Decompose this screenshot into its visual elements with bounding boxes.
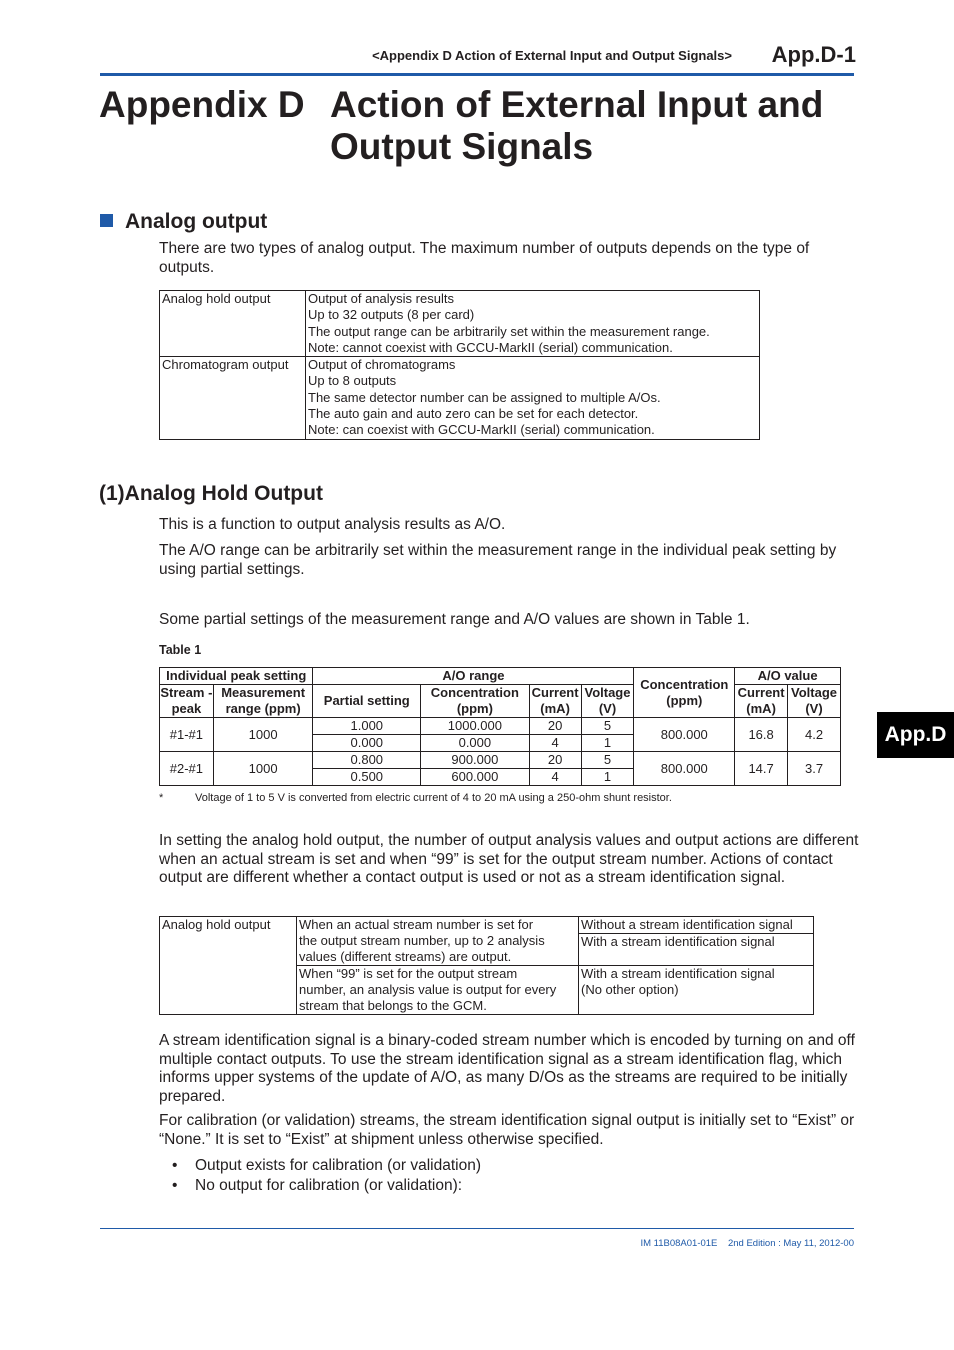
description-line: Up to 32 outputs (8 per card) — [308, 307, 475, 323]
running-header: <Appendix D Action of External Input and Output Signals> — [372, 48, 732, 63]
paragraph: The A/O range can be arbitrarily set within the measurement range in the individual peak setting by using partial settings. — [159, 542, 837, 578]
square-bullet-icon — [100, 214, 113, 227]
analog-output-types-table — [159, 290, 760, 440]
table-row — [160, 718, 841, 735]
description-line: Note: can coexist with GCCU-MarkII (serial) communication. — [308, 422, 655, 438]
range-cell: 1000 — [213, 752, 313, 786]
case-line: values (different streams) are output. — [299, 949, 512, 964]
ao-current-cell: 14.7 — [735, 752, 788, 786]
column-header: Concentration (ppm) — [421, 685, 530, 718]
section-heading-analog-output — [100, 210, 267, 234]
appendix-label: Appendix D — [99, 84, 305, 125]
section-heading-analog-hold-output: (1)Analog Hold Output — [99, 482, 323, 505]
partial-cell: 0.000 — [313, 735, 421, 752]
page-title-line-2: Output Signals — [330, 126, 594, 167]
page-number: App.D-1 — [771, 42, 856, 67]
column-group-header: A/O range — [313, 668, 634, 685]
table-header-row — [160, 668, 841, 685]
partial-cell: 0.800 — [313, 752, 421, 769]
footnote: Voltage of 1 to 5 V is converted from electric current of 4 to 20 mA using a 250-ohm shunt resistor. — [195, 792, 672, 804]
range-cell: 1000 — [213, 718, 313, 752]
list-item-text: Output exists for calibration (or validation) — [195, 1157, 482, 1174]
current-cell: 20 — [529, 718, 581, 735]
column-header: Stream - peak — [160, 685, 213, 716]
column-header: Measurement range (ppm) — [213, 685, 313, 718]
footer-edition: 2nd Edition : May 11, 2012-00 — [727, 1238, 854, 1249]
list-item — [159, 1176, 481, 1196]
conc-cell: 1000.000 — [421, 718, 530, 735]
output-description-cell — [306, 291, 760, 357]
column-header: Current (mA) — [529, 685, 581, 718]
column-header: Voltage (V) — [788, 685, 841, 718]
case-line: number, an analysis value is output for every — [299, 982, 557, 997]
header-rule — [100, 73, 854, 76]
current-cell: 20 — [529, 752, 581, 769]
column-header: Current (mA) — [735, 685, 788, 718]
ao-voltage-cell: 4.2 — [788, 718, 841, 752]
footer-rule — [100, 1228, 854, 1229]
section-heading-text: Analog output — [125, 210, 268, 233]
case-line: When “99” is set for the output stream — [299, 966, 518, 981]
table-1-partial-settings — [159, 667, 841, 786]
description-line: The output range can be arbitrarily set within the measurement range. — [308, 323, 710, 339]
description-line: Note: cannot coexist with GCCU-MarkII (serial) communication. — [308, 339, 673, 355]
case-cell — [297, 966, 579, 1015]
stream-cell: #2-#1 — [160, 752, 214, 786]
conc-cell: 900.000 — [421, 752, 530, 769]
bullet-list — [159, 1156, 481, 1196]
case-line: When an actual stream number is set for — [299, 917, 534, 932]
option-line: (No other option) — [581, 982, 679, 997]
column-group-header: Individual peak setting — [160, 668, 313, 685]
concentration-cell: 800.000 — [634, 718, 735, 752]
current-cell: 4 — [529, 769, 581, 786]
bullet-icon: • — [172, 1177, 178, 1194]
ao-current-cell: 16.8 — [735, 718, 788, 752]
conc-cell: 0.000 — [421, 735, 530, 752]
concentration-cell: 800.000 — [634, 752, 735, 786]
list-item — [159, 1156, 481, 1176]
partial-cell: 0.500 — [313, 769, 421, 786]
description-line: Output of analysis results — [308, 291, 454, 306]
table-header-row — [160, 685, 841, 718]
appendix-side-tab: App.D — [877, 712, 954, 758]
column-header: Partial setting — [313, 685, 421, 718]
option-line: With a stream identification signal — [581, 966, 775, 981]
column-group-header: A/O value — [735, 668, 841, 685]
description-line: Up to 8 outputs — [308, 373, 397, 389]
paragraph: A stream identification signal is a binary-coded stream number which is encoded by turning on and off multiple contact outputs. To use the stream identification signal as a stream identification flag, which informs upper systems of the update of A/O, as many D/Os as the streams are required to be initially prepared. — [159, 1032, 855, 1105]
output-type-cell: Chromatogram output — [160, 357, 306, 439]
table-row — [160, 917, 814, 934]
table-row — [160, 752, 841, 769]
footer — [560, 1238, 854, 1249]
current-cell: 4 — [529, 735, 581, 752]
table-row — [160, 291, 760, 357]
description-line: Output of chromatograms — [308, 357, 456, 373]
paragraph: In setting the analog hold output, the number of output analysis values and output actions are different when an actual stream is set and when “99” is set for the output stream number. Actions of contact output are different whether a contact output is used or not as a stream identification signal. — [159, 832, 859, 886]
column-header: Concentration (ppm) — [634, 668, 735, 718]
voltage-cell: 5 — [581, 718, 634, 735]
case-cell — [297, 917, 579, 966]
stream-cell: #1-#1 — [160, 718, 214, 752]
case-line: the output stream number, up to 2 analysis — [299, 933, 545, 948]
footnote-marker: * — [159, 792, 164, 804]
table-row — [160, 357, 760, 439]
paragraph: Some partial settings of the measurement range and A/O values are shown in Table 1. — [159, 611, 750, 628]
conc-cell: 600.000 — [421, 769, 530, 786]
analog-output-intro: There are two types of analog output. The maximum number of outputs depends on the type of outputs. — [159, 240, 810, 276]
voltage-cell: 5 — [581, 752, 634, 769]
option-cell — [579, 966, 814, 1015]
voltage-cell: 1 — [581, 769, 634, 786]
case-line: stream that belongs to the GCM. — [299, 998, 487, 1013]
list-item-text: No output for calibration (or validation): — [195, 1177, 463, 1194]
table-caption: Table 1 — [159, 643, 202, 657]
option-cell: Without a stream identification signal — [579, 917, 814, 934]
description-line: The auto gain and auto zero can be set for each detector. — [308, 406, 639, 422]
option-cell: With a stream identification signal — [579, 934, 814, 966]
page-title — [330, 84, 850, 168]
paragraph: For calibration (or validation) streams, the stream identification signal output is initially set to “Exist” or “None.” It is set to “Exist” at shipment unless otherwise specified. — [159, 1112, 855, 1148]
partial-cell: 1.000 — [313, 718, 421, 735]
footer-doc-id: IM 11B08A01-01E — [640, 1238, 718, 1249]
output-type-cell: Analog hold output — [160, 917, 297, 1015]
bullet-icon: • — [172, 1157, 178, 1174]
page-title-line-1: Action of External Input and — [330, 84, 824, 125]
column-header: Voltage (V) — [581, 685, 634, 718]
output-type-cell: Analog hold output — [160, 291, 306, 357]
analog-hold-actions-table — [159, 916, 814, 1015]
description-line: The same detector number can be assigned to multiple A/Os. — [308, 389, 661, 405]
output-description-cell — [306, 357, 760, 439]
voltage-cell: 1 — [581, 735, 634, 752]
ao-voltage-cell: 3.7 — [788, 752, 841, 786]
paragraph: This is a function to output analysis results as A/O. — [159, 516, 506, 533]
